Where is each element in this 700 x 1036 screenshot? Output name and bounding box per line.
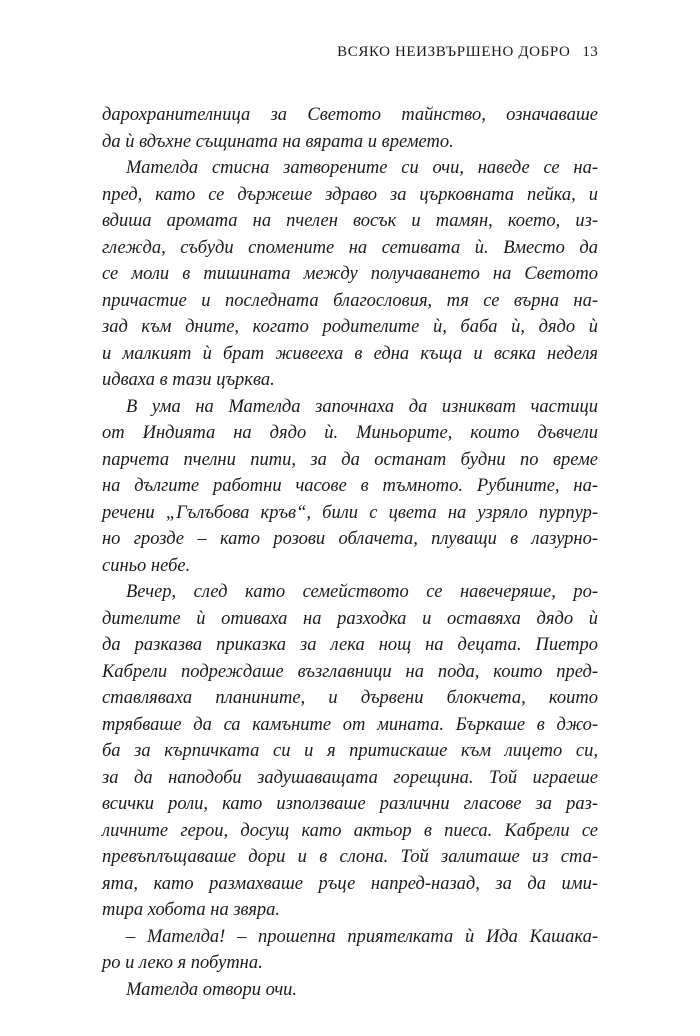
page-number: 13 — [582, 44, 598, 60]
text-line: се моли в тишината между получаването на Светото — [102, 264, 598, 284]
text-line: речени „Гълъбова кръв“, били с цвета на узряло пурпур- — [102, 502, 598, 523]
text-line: ята, като размахваше ръце напред-назад, за да ими- — [102, 873, 598, 894]
text-line: В ума на Мателда започнаха да изникват частици — [126, 396, 598, 417]
paragraph — [102, 155, 598, 394]
text-line: ба за кърпичката си и я притискаше към лицето си, — [102, 741, 598, 761]
text-line: – Мателда! – прошепна приятелката ѝ Ида Кашака- — [126, 926, 598, 947]
text-line: глежда, събуди спомените на сетивата ѝ. Вместо да — [102, 237, 598, 258]
text-line: да разказва приказка за лека нощ на децата. Пиетро — [102, 635, 598, 655]
text-line: Вечер, след като семейството се навечеряше, ро- — [126, 582, 598, 602]
text-line: да ѝ вдъхне същината на вярата и времето. — [102, 131, 454, 152]
text-line: от Индията на дядо ѝ. Миньорите, които дъвчели — [102, 423, 598, 443]
text-line: превъплъщаваше дори и в слона. Той залиташе из ста- — [102, 847, 598, 867]
text-line: ро и леко я побутна. — [102, 953, 263, 973]
text-line: парчета пчелни пити, за да останат будни по време — [102, 449, 598, 470]
text-line: и малкият ѝ брат живееха в една къща и всяка неделя — [102, 343, 598, 364]
text-line: пред, като се държеше здраво за църковната пейка, и — [102, 184, 598, 205]
text-line: идваха в тази църква. — [102, 370, 275, 390]
text-line: трябваше да са камъните от мината. Бъркаше в джо- — [102, 714, 598, 735]
text-line: всички роли, като използваше различни гласове за раз- — [102, 794, 598, 814]
text-line: Мателда отвори очи. — [126, 979, 298, 1000]
text-line: на дългите работни часове в тъмното. Рубините, на- — [102, 476, 598, 496]
text-line: дителите ѝ отиваха на разходка и оставяха дядо ѝ — [102, 608, 598, 629]
body-text — [102, 102, 598, 1003]
text-line: ставляваха планините, и дървени блокчета, които — [102, 688, 598, 708]
text-line: синьо небе. — [102, 555, 191, 576]
text-line: тира хобота на звяра. — [102, 900, 281, 920]
text-line: Кабрели подреждаше възглавници на пода, които пред- — [102, 661, 598, 682]
paragraph — [102, 579, 598, 924]
text-line: но грозде – като розови облачета, плуващи в лазурно- — [102, 529, 598, 549]
running-title: ВСЯКО НЕИЗВЪРШЕНО ДОБРО — [337, 44, 571, 60]
paragraph — [102, 102, 598, 155]
text-line: зад към дните, когато родителите ѝ, баба ѝ, дядо ѝ — [102, 317, 598, 337]
text-line: за да наподоби задушаващата горещина. Той играеше — [102, 767, 598, 788]
text-line: дарохранителница за Светото тайнство, означаваше — [102, 105, 598, 125]
paragraph — [102, 977, 598, 1004]
paragraph — [102, 394, 598, 580]
running-header — [337, 44, 598, 61]
text-line: вдиша аромата на пчелен восък и тамян, което, из- — [102, 211, 598, 231]
text-line: личните герои, досущ като актьор в пиеса. Кабрели се — [102, 820, 598, 841]
text-line: Мателда стисна затворените си очи, наведе се на- — [126, 158, 598, 178]
paragraph — [102, 924, 598, 977]
text-line: причастие и последната благословия, тя се върна на- — [102, 290, 598, 311]
